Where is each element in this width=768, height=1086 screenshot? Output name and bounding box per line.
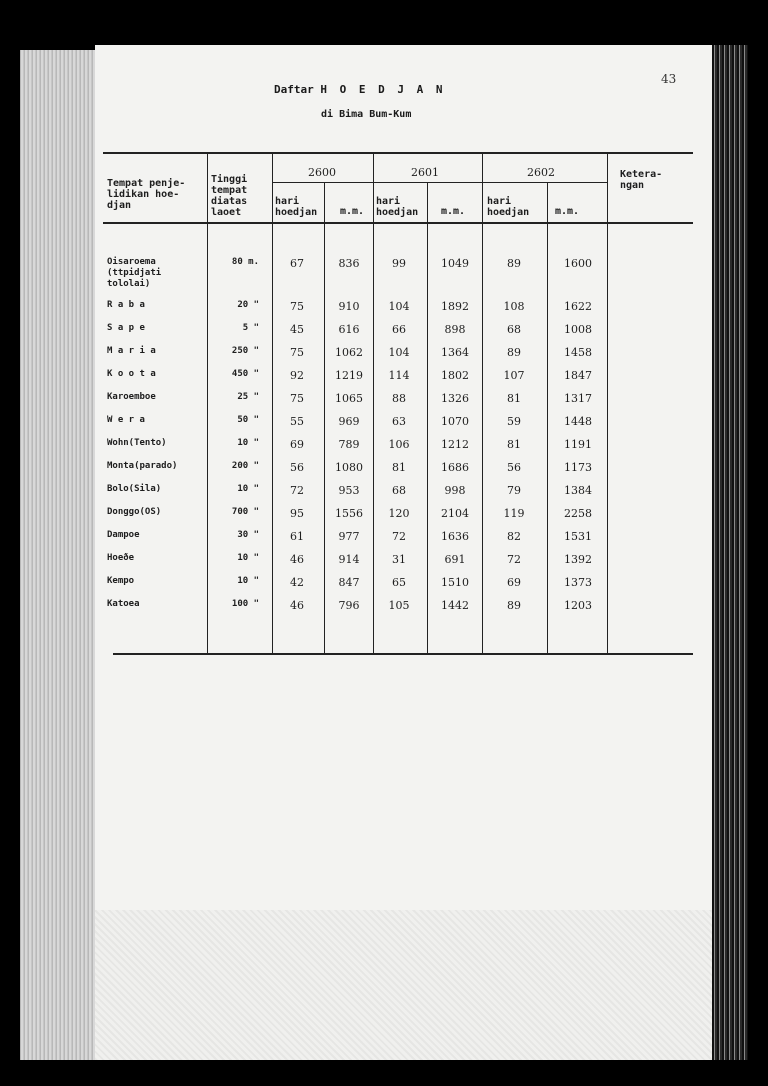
cell-d2600: 55 — [290, 415, 304, 428]
cell-m2600: 847 — [338, 576, 360, 589]
cell-m2600: 910 — [338, 300, 360, 313]
cell-m2600: 1062 — [335, 346, 363, 359]
cell-m2600: 1219 — [335, 369, 363, 382]
cell-place: Wohn(Tento) — [107, 438, 167, 448]
cell-m2602: 1008 — [564, 323, 592, 336]
col-divider-3 — [324, 182, 325, 655]
cell-d2602: 82 — [507, 530, 521, 543]
cell-m2601: 1049 — [441, 257, 469, 270]
cell-m2601: 1892 — [441, 300, 469, 313]
cell-d2602: 69 — [507, 576, 521, 589]
cell-d2601: 72 — [392, 530, 406, 543]
cell-d2602: 72 — [507, 553, 521, 566]
header-height — [211, 174, 247, 218]
cell-d2602: 81 — [507, 438, 521, 451]
cell-d2600: 92 — [290, 369, 304, 382]
header-height-line: Tinggi — [211, 174, 248, 185]
cell-d2601: 120 — [388, 507, 410, 520]
cell-height: 450 " — [231, 369, 259, 379]
cell-m2600: 977 — [338, 530, 360, 543]
cell-place: M a r i a — [107, 346, 156, 356]
header-height-line: diatas — [211, 196, 248, 207]
cell-place: W e r a — [107, 415, 145, 425]
header-mm-2602: m.m. — [555, 206, 580, 217]
adjacent-page-edge — [20, 50, 95, 1060]
cell-d2600: 46 — [290, 599, 304, 612]
cell-place: Karoemboe — [107, 392, 156, 402]
col-divider-4 — [373, 152, 374, 655]
cell-m2601: 1636 — [441, 530, 469, 543]
cell-m2602: 1622 — [564, 300, 592, 313]
cell-d2601: 99 — [392, 257, 406, 270]
table-bottom-rule — [113, 653, 693, 655]
cell-place: Dampoe — [107, 530, 140, 540]
cell-m2601: 1212 — [441, 438, 469, 451]
header-days-line: hoedjan — [487, 207, 530, 218]
cell-m2600: 1080 — [335, 461, 363, 474]
cell-m2600: 836 — [338, 257, 360, 270]
header-days-line: hoedjan — [376, 207, 419, 218]
cell-place: R a b a — [107, 300, 145, 310]
document-page — [95, 45, 712, 1060]
cell-d2601: 88 — [392, 392, 406, 405]
page-title — [274, 83, 445, 96]
title-word: H O E D J A N — [320, 83, 446, 96]
cell-m2601: 1364 — [441, 346, 469, 359]
cell-place: Donggo(OS) — [107, 507, 162, 517]
cell-height: 10 " — [237, 438, 259, 448]
header-days-line: hari — [275, 196, 300, 207]
col-divider-7 — [547, 182, 548, 655]
header-days-line: hari — [376, 196, 401, 207]
cell-height: 250 " — [231, 346, 259, 356]
cell-m2602: 1847 — [564, 369, 592, 382]
cell-m2600: 1065 — [335, 392, 363, 405]
cell-place: Oisaroema (ttpidjati tololai) — [107, 257, 162, 289]
col-divider-1 — [207, 152, 208, 655]
cell-height: 50 " — [237, 415, 259, 425]
cell-m2602: 1600 — [564, 257, 592, 270]
cell-m2601: 1802 — [441, 369, 469, 382]
header-mm-2601: m.m. — [441, 206, 466, 217]
cell-d2602: 81 — [507, 392, 521, 405]
col-divider-5 — [427, 182, 428, 655]
cell-place: S a p e — [107, 323, 145, 333]
header-bottom-rule — [103, 222, 693, 224]
cell-d2601: 65 — [392, 576, 406, 589]
cell-m2601: 2104 — [441, 507, 469, 520]
header-notes-line: Ketera- — [620, 169, 663, 180]
cell-m2600: 914 — [338, 553, 360, 566]
cell-height: 20 " — [237, 300, 259, 310]
cell-d2601: 104 — [388, 300, 410, 313]
header-place — [107, 178, 185, 211]
cell-place: Bolo(Sila) — [107, 484, 162, 494]
cell-height: 200 " — [231, 461, 259, 471]
cell-d2600: 45 — [290, 323, 304, 336]
cell-d2601: 104 — [388, 346, 410, 359]
cell-place: Kempo — [107, 576, 135, 586]
cell-m2602: 1531 — [564, 530, 592, 543]
cell-d2600: 61 — [290, 530, 304, 543]
cell-d2602: 68 — [507, 323, 521, 336]
cell-height: 5 " — [242, 323, 259, 333]
col-divider-8 — [607, 152, 608, 655]
cell-m2601: 1070 — [441, 415, 469, 428]
cell-d2602: 108 — [503, 300, 525, 313]
cell-m2601: 1686 — [441, 461, 469, 474]
cell-m2602: 1458 — [564, 346, 592, 359]
cell-m2602: 1203 — [564, 599, 592, 612]
cell-d2602: 89 — [507, 257, 521, 270]
cell-m2601: 1510 — [441, 576, 469, 589]
header-days-2602 — [487, 196, 529, 218]
cell-height: 100 " — [231, 599, 259, 609]
cell-height: 700 " — [231, 507, 259, 517]
header-place-line: djan — [107, 200, 132, 211]
subtitle-prefix: di — [321, 109, 334, 120]
cell-height: 10 " — [237, 553, 259, 563]
cell-height: 10 " — [237, 576, 259, 586]
subtitle-place: Bima — [339, 109, 364, 120]
cell-height: 80 m. — [231, 257, 259, 267]
header-year-2600: 2600 — [308, 166, 336, 179]
cell-d2601: 31 — [392, 553, 406, 566]
header-days-2600 — [275, 196, 317, 218]
header-height-line: laoet — [211, 207, 242, 218]
cell-d2602: 89 — [507, 346, 521, 359]
table-top-rule — [103, 152, 693, 154]
cell-d2600: 69 — [290, 438, 304, 451]
header-year-2602: 2602 — [527, 166, 555, 179]
cell-m2602: 2258 — [564, 507, 592, 520]
header-notes-line: ngan — [620, 180, 645, 191]
title-prefix: Daftar — [274, 83, 314, 96]
cell-d2601: 114 — [388, 369, 410, 382]
cell-m2600: 969 — [338, 415, 360, 428]
subtitle-region: Bum-Kum — [369, 109, 412, 120]
cell-m2601: 691 — [444, 553, 466, 566]
header-mm-2600: m.m. — [340, 206, 365, 217]
cell-m2601: 998 — [444, 484, 466, 497]
cell-d2602: 59 — [507, 415, 521, 428]
cell-m2602: 1392 — [564, 553, 592, 566]
cell-d2600: 75 — [290, 346, 304, 359]
header-days-line: hari — [487, 196, 512, 207]
cell-place: Hoeðe — [107, 553, 135, 563]
cell-d2601: 81 — [392, 461, 406, 474]
header-place-line: Tempat penje- — [107, 178, 186, 189]
cell-m2600: 953 — [338, 484, 360, 497]
cell-height: 25 " — [237, 392, 259, 402]
year-subheader-rule — [272, 182, 607, 183]
cell-place: Katoea — [107, 599, 140, 609]
cell-d2602: 107 — [503, 369, 525, 382]
cell-d2600: 72 — [290, 484, 304, 497]
cell-m2602: 1448 — [564, 415, 592, 428]
page-subtitle — [321, 109, 411, 120]
cell-d2602: 56 — [507, 461, 521, 474]
cell-d2601: 63 — [392, 415, 406, 428]
page-bottom-texture — [95, 910, 712, 1060]
cell-d2600: 42 — [290, 576, 304, 589]
page-number: 43 — [661, 72, 677, 86]
cell-d2602: 89 — [507, 599, 521, 612]
cell-d2602: 79 — [507, 484, 521, 497]
cell-m2602: 1317 — [564, 392, 592, 405]
cell-d2601: 68 — [392, 484, 406, 497]
cell-m2601: 1326 — [441, 392, 469, 405]
cell-m2602: 1373 — [564, 576, 592, 589]
header-days-2601 — [376, 196, 418, 218]
cell-d2600: 75 — [290, 300, 304, 313]
cell-d2601: 106 — [388, 438, 410, 451]
cell-m2602: 1384 — [564, 484, 592, 497]
header-place-line: lidikan hoe- — [107, 189, 180, 200]
col-divider-6 — [482, 152, 483, 655]
header-height-line: tempat — [211, 185, 248, 196]
cell-place: K o o t a — [107, 369, 156, 379]
cell-m2600: 616 — [338, 323, 360, 336]
book-binding-edge — [712, 45, 748, 1060]
cell-m2600: 1556 — [335, 507, 363, 520]
cell-d2600: 75 — [290, 392, 304, 405]
cell-d2601: 105 — [388, 599, 410, 612]
header-days-line: hoedjan — [275, 207, 318, 218]
cell-d2600: 95 — [290, 507, 304, 520]
cell-m2601: 1442 — [441, 599, 469, 612]
cell-place: Monta(parado) — [107, 461, 178, 471]
header-year-2601: 2601 — [411, 166, 439, 179]
cell-m2602: 1191 — [564, 438, 592, 451]
cell-d2600: 56 — [290, 461, 304, 474]
cell-m2600: 796 — [338, 599, 360, 612]
cell-m2602: 1173 — [564, 461, 592, 474]
cell-height: 30 " — [237, 530, 259, 540]
header-notes — [620, 169, 662, 191]
col-divider-2 — [272, 152, 273, 655]
cell-d2602: 119 — [503, 507, 525, 520]
cell-height: 10 " — [237, 484, 259, 494]
cell-d2600: 67 — [290, 257, 304, 270]
cell-d2601: 66 — [392, 323, 406, 336]
cell-m2601: 898 — [444, 323, 466, 336]
cell-d2600: 46 — [290, 553, 304, 566]
cell-m2600: 789 — [338, 438, 360, 451]
